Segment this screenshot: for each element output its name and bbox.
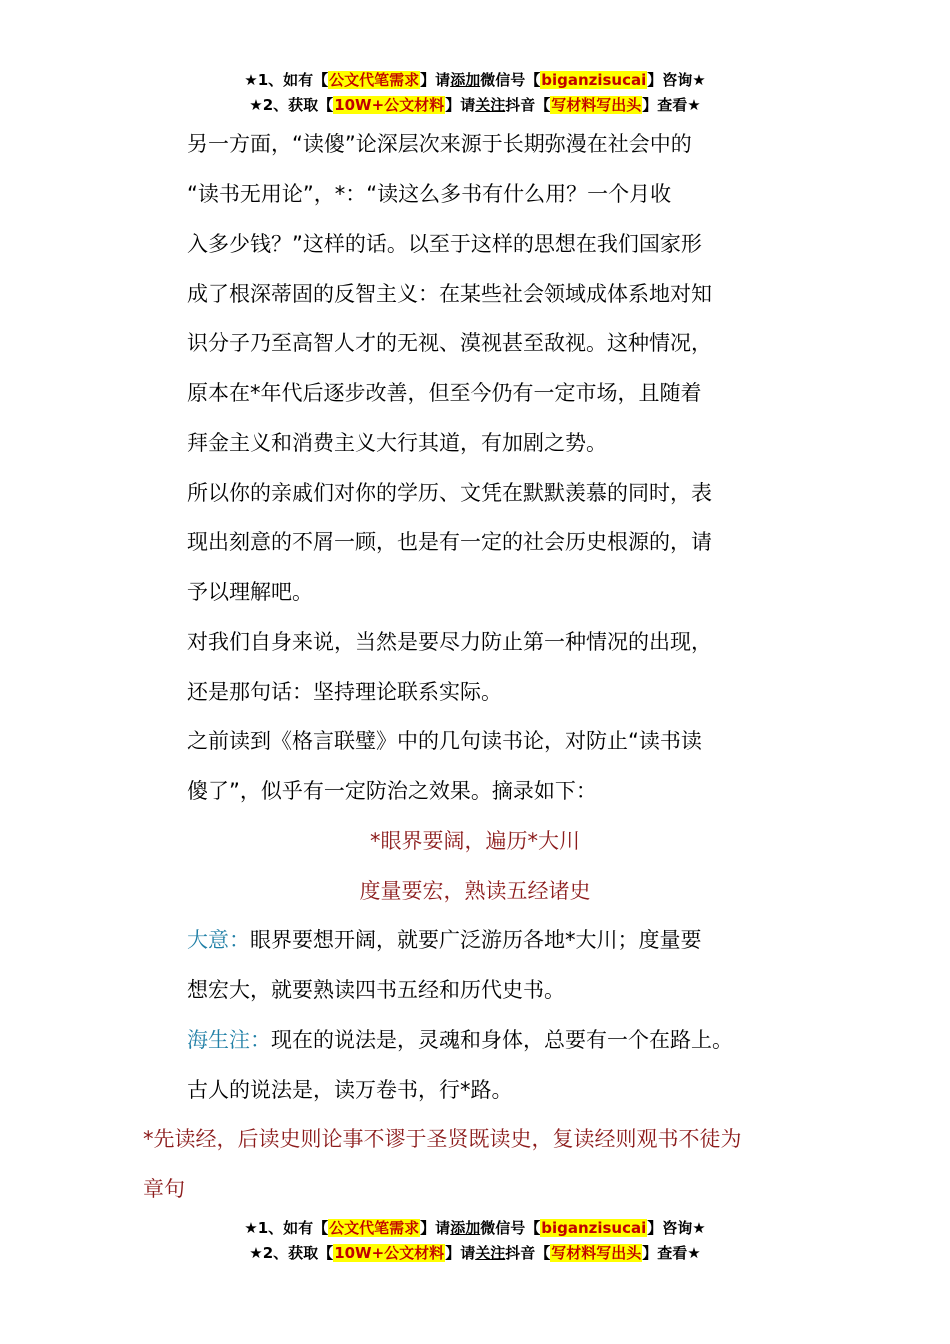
paragraph-line: 入多少钱？”这样的话。以至于这样的思想在我们国家形 [187, 232, 702, 256]
banner-text: 】咨询★ [647, 71, 706, 89]
banner-text: 】咨询★ [647, 1219, 706, 1237]
promo-banner-line-2 [0, 93, 950, 117]
paragraph-line: 所以你的亲戚们对你的学历、文凭在默默羡慕的同时，表 [187, 481, 712, 505]
paragraph-line: “读书无用论”，*：“读这么多书有什么用？一个月收 [187, 182, 672, 206]
paragraph-line: 还是那句话：坚持理论联系实际。 [187, 680, 502, 704]
banner-text: 】查看★ [642, 1244, 701, 1262]
banner-underlined: 关注 [475, 96, 506, 114]
paragraph-line: 现出刻意的不屑一顾，也是有一定的社会历史根源的，请 [187, 530, 712, 554]
banner-highlight: 公文代笔需求 [329, 1219, 420, 1237]
quote-line: 章句 [143, 1177, 185, 1201]
banner-highlight: 写材料写出头 [551, 96, 642, 114]
paragraph-line: 傻了”，似乎有一定防治之效果。摘录如下： [187, 779, 597, 803]
banner-text: 抖音【 [505, 96, 551, 114]
banner-underlined: 添加 [450, 1219, 481, 1237]
banner-text: 】请 [445, 1244, 476, 1262]
paragraph-line: 原本在*年代后逐步改善，但至今仍有一定市场，且随着 [187, 381, 702, 405]
paragraph-line: 识分子乃至高智人才的无视、漠视甚至敌视。这种情况， [187, 331, 712, 355]
note-line [187, 1025, 733, 1055]
banner-highlight: 10W+公文材料 [334, 1244, 445, 1262]
paragraph-line: 拜金主义和消费主义大行其道，有加剧之势。 [187, 431, 607, 455]
banner-text: ★1、如有【 [244, 1219, 329, 1237]
banner-text: ★1、如有【 [244, 71, 329, 89]
paragraph-line: 之前读到《格言联璧》中的几句读书论，对防止“读书读 [187, 729, 702, 753]
banner-text: 微信号【 [480, 71, 541, 89]
paragraph-line: 另一方面，“读傻”论深层次来源于长期弥漫在社会中的 [187, 132, 692, 156]
banner-text: ★2、获取【 [249, 1244, 334, 1262]
banner-highlight: 写材料写出头 [551, 1244, 642, 1262]
quote-line: *眼界要阔，遍历*大川 [370, 829, 580, 853]
promo-banner-line-1 [0, 1216, 950, 1240]
quote-line: *先读经，后读史则论事不谬于圣贤既读史，复读经则观书不徒为 [143, 1127, 742, 1151]
banner-underlined: 关注 [475, 1244, 506, 1262]
banner-text: 微信号【 [480, 1219, 541, 1237]
quote-line: 度量要宏，熟读五经诸史 [359, 879, 591, 903]
banner-text: 】请 [420, 71, 451, 89]
banner-text: 】请 [420, 1219, 451, 1237]
banner-highlight: 10W+公文材料 [334, 96, 445, 114]
meaning-label: 大意： [187, 928, 250, 952]
note-line: 古人的说法是，读万卷书，行*路。 [187, 1078, 513, 1102]
promo-banner-line-1 [0, 68, 950, 92]
paragraph-line: 对我们自身来说，当然是要尽力防止第一种情况的出现， [187, 630, 712, 654]
meaning-line: 想宏大，就要熟读四书五经和历代史书。 [187, 978, 565, 1002]
banner-underlined: 添加 [450, 71, 481, 89]
meaning-line [187, 925, 702, 955]
banner-highlight: 公文代笔需求 [329, 71, 420, 89]
promo-banner-line-2 [0, 1241, 950, 1265]
note-label: 海生注： [187, 1028, 271, 1052]
meaning-text: 眼界要想开阔，就要广泛游历各地*大川；度量要 [250, 928, 702, 952]
banner-text: ★2、获取【 [249, 96, 334, 114]
paragraph-line: 成了根深蒂固的反智主义：在某些社会领域成体系地对知 [187, 282, 712, 306]
banner-text: 抖音【 [505, 1244, 551, 1262]
banner-highlight: biganzisucai [541, 1219, 647, 1237]
banner-highlight: biganzisucai [541, 71, 647, 89]
banner-text: 】请 [445, 96, 476, 114]
note-text: 现在的说法是，灵魂和身体，总要有一个在路上。 [271, 1028, 733, 1052]
paragraph-line: 予以理解吧。 [187, 580, 313, 604]
banner-text: 】查看★ [642, 96, 701, 114]
